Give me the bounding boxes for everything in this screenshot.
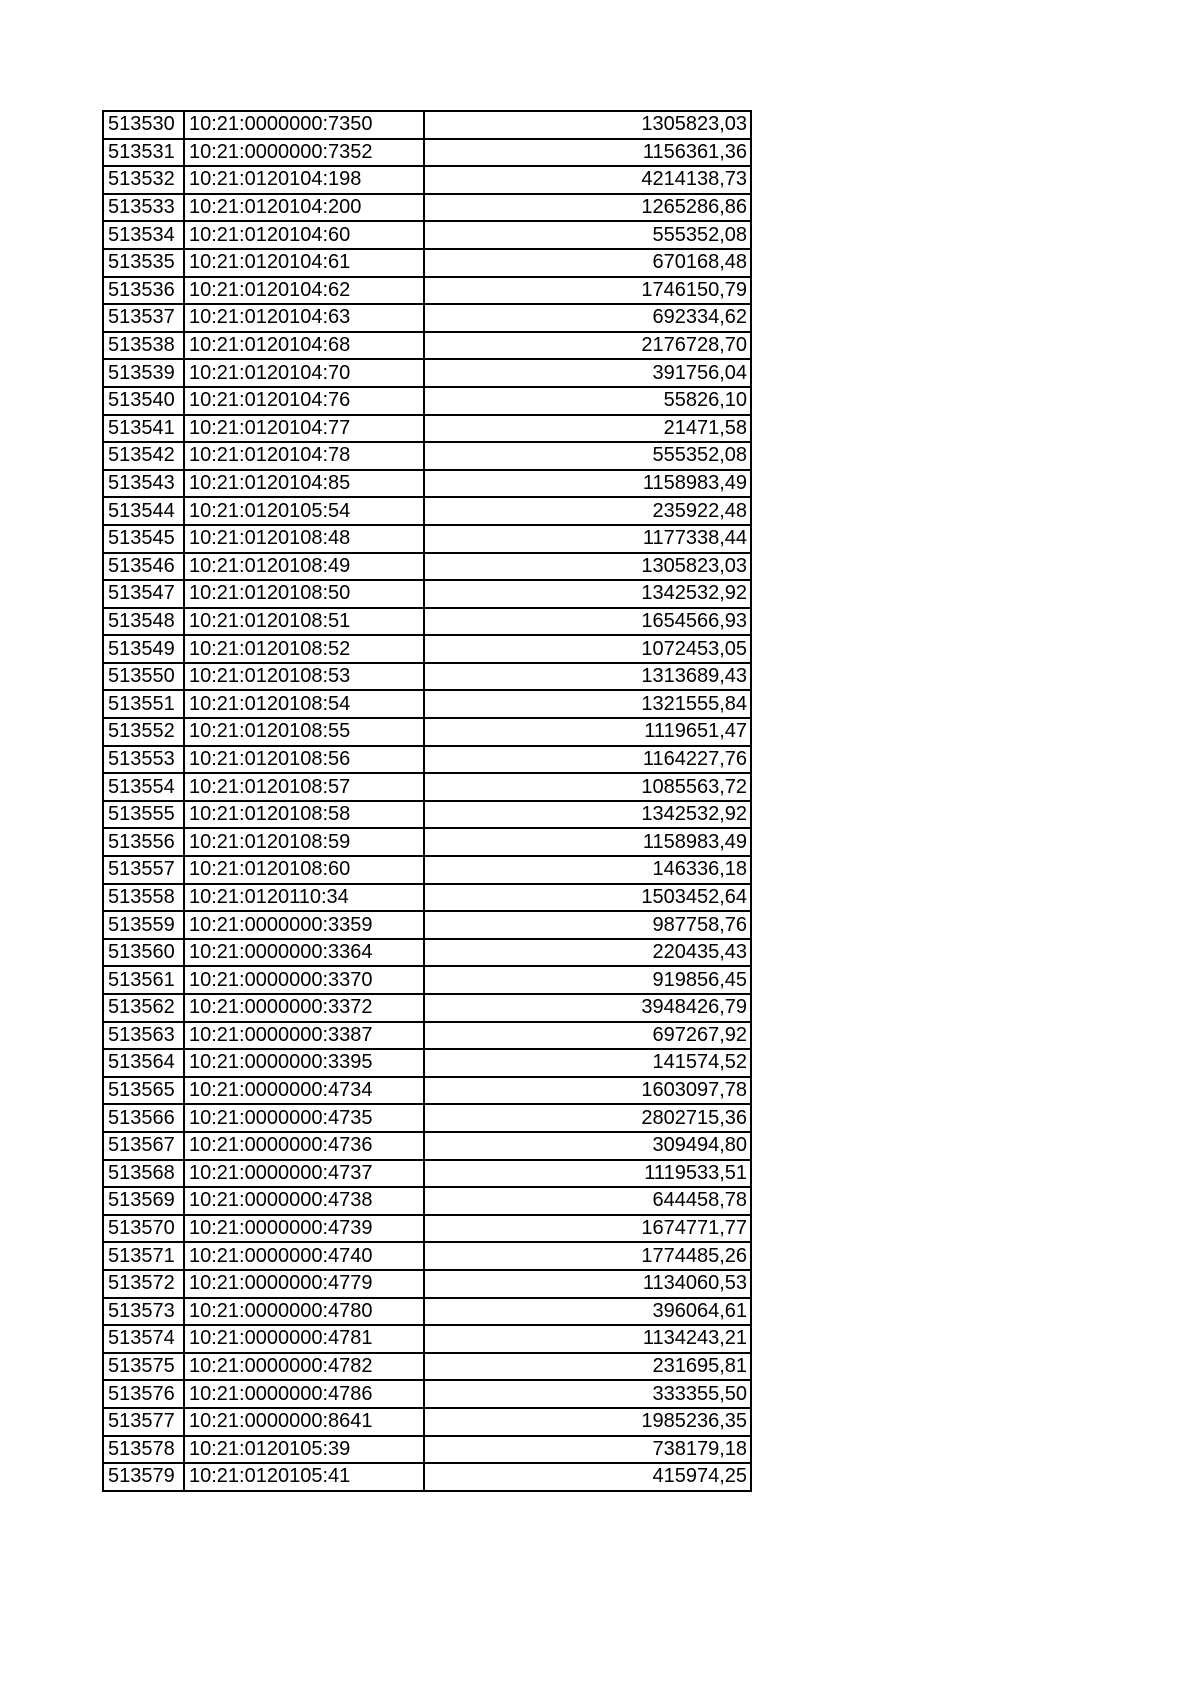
cadastral-number-cell: 10:21:0000000:4781	[184, 1325, 424, 1353]
table-row	[103, 1270, 751, 1298]
table-row	[103, 718, 751, 746]
table-row	[103, 746, 751, 774]
row-number-cell: 513572	[103, 1270, 184, 1298]
row-number-cell: 513577	[103, 1408, 184, 1436]
table-row	[103, 139, 751, 167]
row-number-cell: 513573	[103, 1298, 184, 1326]
cadastral-number-cell: 10:21:0120104:85	[184, 470, 424, 498]
cadastral-number-cell: 10:21:0120108:59	[184, 828, 424, 856]
value-cell: 1503452,64	[424, 884, 751, 912]
value-cell: 670168,48	[424, 249, 751, 277]
row-number-cell: 513562	[103, 994, 184, 1022]
value-cell: 555352,08	[424, 442, 751, 470]
table-row	[103, 359, 751, 387]
value-cell: 1746150,79	[424, 277, 751, 305]
cadastral-number-cell: 10:21:0120105:41	[184, 1463, 424, 1491]
row-number-cell: 513543	[103, 470, 184, 498]
row-number-cell: 513538	[103, 332, 184, 360]
row-number-cell: 513559	[103, 911, 184, 939]
value-cell: 3948426,79	[424, 994, 751, 1022]
table-row	[103, 304, 751, 332]
table-row	[103, 1215, 751, 1243]
row-number-cell: 513546	[103, 553, 184, 581]
row-number-cell: 513557	[103, 856, 184, 884]
row-number-cell: 513565	[103, 1077, 184, 1105]
value-cell: 1072453,05	[424, 635, 751, 663]
table-row	[103, 994, 751, 1022]
row-number-cell: 513566	[103, 1104, 184, 1132]
cadastral-number-cell: 10:21:0120104:61	[184, 249, 424, 277]
row-number-cell: 513569	[103, 1187, 184, 1215]
row-number-cell: 513563	[103, 1022, 184, 1050]
value-cell: 21471,58	[424, 415, 751, 443]
cadastral-number-cell: 10:21:0000000:4779	[184, 1270, 424, 1298]
row-number-cell: 513575	[103, 1353, 184, 1381]
row-number-cell: 513535	[103, 249, 184, 277]
cadastral-number-cell: 10:21:0000000:4782	[184, 1353, 424, 1381]
value-cell: 146336,18	[424, 856, 751, 884]
row-number-cell: 513567	[103, 1132, 184, 1160]
cadastral-number-cell: 10:21:0000000:4780	[184, 1298, 424, 1326]
row-number-cell: 513544	[103, 497, 184, 525]
value-cell: 396064,61	[424, 1298, 751, 1326]
table-row	[103, 911, 751, 939]
row-number-cell: 513564	[103, 1049, 184, 1077]
row-number-cell: 513530	[103, 111, 184, 139]
cadastral-number-cell: 10:21:0000000:3372	[184, 994, 424, 1022]
value-cell: 1156361,36	[424, 139, 751, 167]
value-cell: 391756,04	[424, 359, 751, 387]
cadastral-number-cell: 10:21:0120104:60	[184, 221, 424, 249]
row-number-cell: 513550	[103, 663, 184, 691]
value-cell: 697267,92	[424, 1022, 751, 1050]
table-row	[103, 608, 751, 636]
value-cell: 1134060,53	[424, 1270, 751, 1298]
cadastral-number-cell: 10:21:0000000:3395	[184, 1049, 424, 1077]
table-row	[103, 1104, 751, 1132]
row-number-cell: 513571	[103, 1242, 184, 1270]
value-cell: 333355,50	[424, 1380, 751, 1408]
value-cell: 220435,43	[424, 939, 751, 967]
table-row	[103, 1298, 751, 1326]
cadastral-number-cell: 10:21:0000000:4739	[184, 1215, 424, 1243]
row-number-cell: 513551	[103, 690, 184, 718]
table-row	[103, 773, 751, 801]
table-row	[103, 884, 751, 912]
cadastral-number-cell: 10:21:0120104:62	[184, 277, 424, 305]
table-row	[103, 470, 751, 498]
cadastral-number-cell: 10:21:0000000:7352	[184, 139, 424, 167]
cadastral-number-cell: 10:21:0120105:39	[184, 1436, 424, 1464]
table-row	[103, 332, 751, 360]
value-cell: 2176728,70	[424, 332, 751, 360]
value-cell: 555352,08	[424, 221, 751, 249]
cadastral-number-cell: 10:21:0120104:68	[184, 332, 424, 360]
value-cell: 987758,76	[424, 911, 751, 939]
table-row	[103, 387, 751, 415]
cadastral-number-cell: 10:21:0000000:4738	[184, 1187, 424, 1215]
value-cell: 1305823,03	[424, 111, 751, 139]
cadastral-value-table	[102, 110, 752, 1492]
table-row	[103, 1049, 751, 1077]
cadastral-number-cell: 10:21:0120104:77	[184, 415, 424, 443]
row-number-cell: 513554	[103, 773, 184, 801]
value-cell: 692334,62	[424, 304, 751, 332]
value-cell: 231695,81	[424, 1353, 751, 1381]
value-cell: 55826,10	[424, 387, 751, 415]
value-cell: 1342532,92	[424, 580, 751, 608]
value-cell: 1985236,35	[424, 1408, 751, 1436]
cadastral-number-cell: 10:21:0120108:58	[184, 801, 424, 829]
row-number-cell: 513539	[103, 359, 184, 387]
table-row	[103, 442, 751, 470]
table-row	[103, 939, 751, 967]
table-row	[103, 1408, 751, 1436]
table-row	[103, 111, 751, 139]
cadastral-number-cell: 10:21:0000000:3359	[184, 911, 424, 939]
cadastral-number-cell: 10:21:0120108:51	[184, 608, 424, 636]
cadastral-number-cell: 10:21:0120108:57	[184, 773, 424, 801]
row-number-cell: 513558	[103, 884, 184, 912]
value-cell: 1158983,49	[424, 470, 751, 498]
row-number-cell: 513548	[103, 608, 184, 636]
table-row	[103, 966, 751, 994]
row-number-cell: 513556	[103, 828, 184, 856]
cadastral-number-cell: 10:21:0000000:3387	[184, 1022, 424, 1050]
table-row	[103, 1132, 751, 1160]
table-row	[103, 635, 751, 663]
value-cell: 1265286,86	[424, 194, 751, 222]
cadastral-number-cell: 10:21:0120108:48	[184, 525, 424, 553]
row-number-cell: 513540	[103, 387, 184, 415]
cadastral-number-cell: 10:21:0120108:54	[184, 690, 424, 718]
value-cell: 1313689,43	[424, 663, 751, 691]
value-cell: 2802715,36	[424, 1104, 751, 1132]
table-row	[103, 663, 751, 691]
value-cell: 309494,80	[424, 1132, 751, 1160]
cadastral-number-cell: 10:21:0120104:70	[184, 359, 424, 387]
cadastral-number-cell: 10:21:0000000:4786	[184, 1380, 424, 1408]
table-row	[103, 1160, 751, 1188]
table-row	[103, 249, 751, 277]
row-number-cell: 513579	[103, 1463, 184, 1491]
row-number-cell: 513570	[103, 1215, 184, 1243]
cadastral-number-cell: 10:21:0120110:34	[184, 884, 424, 912]
row-number-cell: 513561	[103, 966, 184, 994]
value-cell: 1342532,92	[424, 801, 751, 829]
table-row	[103, 1325, 751, 1353]
cadastral-number-cell: 10:21:0120104:198	[184, 166, 424, 194]
cadastral-number-cell: 10:21:0120104:200	[184, 194, 424, 222]
value-cell: 1603097,78	[424, 1077, 751, 1105]
row-number-cell: 513531	[103, 139, 184, 167]
row-number-cell: 513547	[103, 580, 184, 608]
cadastral-number-cell: 10:21:0120105:54	[184, 497, 424, 525]
table-row	[103, 1436, 751, 1464]
cadastral-number-cell: 10:21:0120104:63	[184, 304, 424, 332]
table-row	[103, 580, 751, 608]
row-number-cell: 513533	[103, 194, 184, 222]
row-number-cell: 513545	[103, 525, 184, 553]
value-cell: 1085563,72	[424, 773, 751, 801]
table-row	[103, 553, 751, 581]
row-number-cell: 513536	[103, 277, 184, 305]
table-row	[103, 1463, 751, 1491]
value-cell: 1119533,51	[424, 1160, 751, 1188]
value-cell: 644458,78	[424, 1187, 751, 1215]
cadastral-number-cell: 10:21:0000000:4736	[184, 1132, 424, 1160]
table-row	[103, 277, 751, 305]
row-number-cell: 513578	[103, 1436, 184, 1464]
value-cell: 4214138,73	[424, 166, 751, 194]
row-number-cell: 513541	[103, 415, 184, 443]
table-row	[103, 690, 751, 718]
row-number-cell: 513552	[103, 718, 184, 746]
row-number-cell: 513560	[103, 939, 184, 967]
cadastral-number-cell: 10:21:0000000:4740	[184, 1242, 424, 1270]
cadastral-number-cell: 10:21:0120108:53	[184, 663, 424, 691]
row-number-cell: 513555	[103, 801, 184, 829]
value-cell: 738179,18	[424, 1436, 751, 1464]
table-row	[103, 1242, 751, 1270]
cadastral-number-cell: 10:21:0120108:60	[184, 856, 424, 884]
cadastral-number-cell: 10:21:0000000:3364	[184, 939, 424, 967]
row-number-cell: 513542	[103, 442, 184, 470]
table-row	[103, 166, 751, 194]
value-cell: 1177338,44	[424, 525, 751, 553]
table-row	[103, 1077, 751, 1105]
table-row	[103, 1187, 751, 1215]
value-cell: 1654566,93	[424, 608, 751, 636]
cadastral-number-cell: 10:21:0000000:4735	[184, 1104, 424, 1132]
table-row	[103, 194, 751, 222]
cadastral-number-cell: 10:21:0000000:4734	[184, 1077, 424, 1105]
row-number-cell: 513576	[103, 1380, 184, 1408]
table-row	[103, 1380, 751, 1408]
cadastral-number-cell: 10:21:0120104:78	[184, 442, 424, 470]
row-number-cell: 513532	[103, 166, 184, 194]
value-cell: 1134243,21	[424, 1325, 751, 1353]
cadastral-number-cell: 10:21:0000000:8641	[184, 1408, 424, 1436]
cadastral-number-cell: 10:21:0120108:52	[184, 635, 424, 663]
table-row	[103, 1022, 751, 1050]
value-cell: 1164227,76	[424, 746, 751, 774]
cadastral-number-cell: 10:21:0120104:76	[184, 387, 424, 415]
cadastral-number-cell: 10:21:0000000:4737	[184, 1160, 424, 1188]
value-cell: 1305823,03	[424, 553, 751, 581]
cadastral-number-cell: 10:21:0120108:49	[184, 553, 424, 581]
row-number-cell: 513568	[103, 1160, 184, 1188]
value-cell: 1119651,47	[424, 718, 751, 746]
cadastral-number-cell: 10:21:0120108:56	[184, 746, 424, 774]
table-row	[103, 828, 751, 856]
value-cell: 1674771,77	[424, 1215, 751, 1243]
value-cell: 1158983,49	[424, 828, 751, 856]
value-cell: 1321555,84	[424, 690, 751, 718]
row-number-cell: 513553	[103, 746, 184, 774]
cadastral-number-cell: 10:21:0120108:50	[184, 580, 424, 608]
cadastral-number-cell: 10:21:0000000:3370	[184, 966, 424, 994]
table-row	[103, 1353, 751, 1381]
table-row	[103, 221, 751, 249]
table-row	[103, 801, 751, 829]
table-row	[103, 525, 751, 553]
table-row	[103, 415, 751, 443]
value-cell: 141574,52	[424, 1049, 751, 1077]
value-cell: 1774485,26	[424, 1242, 751, 1270]
row-number-cell: 513537	[103, 304, 184, 332]
row-number-cell: 513534	[103, 221, 184, 249]
cadastral-number-cell: 10:21:0120108:55	[184, 718, 424, 746]
table-body	[103, 111, 751, 1491]
value-cell: 235922,48	[424, 497, 751, 525]
table-row	[103, 856, 751, 884]
table-row	[103, 497, 751, 525]
row-number-cell: 513549	[103, 635, 184, 663]
cadastral-number-cell: 10:21:0000000:7350	[184, 111, 424, 139]
value-cell: 919856,45	[424, 966, 751, 994]
value-cell: 415974,25	[424, 1463, 751, 1491]
row-number-cell: 513574	[103, 1325, 184, 1353]
